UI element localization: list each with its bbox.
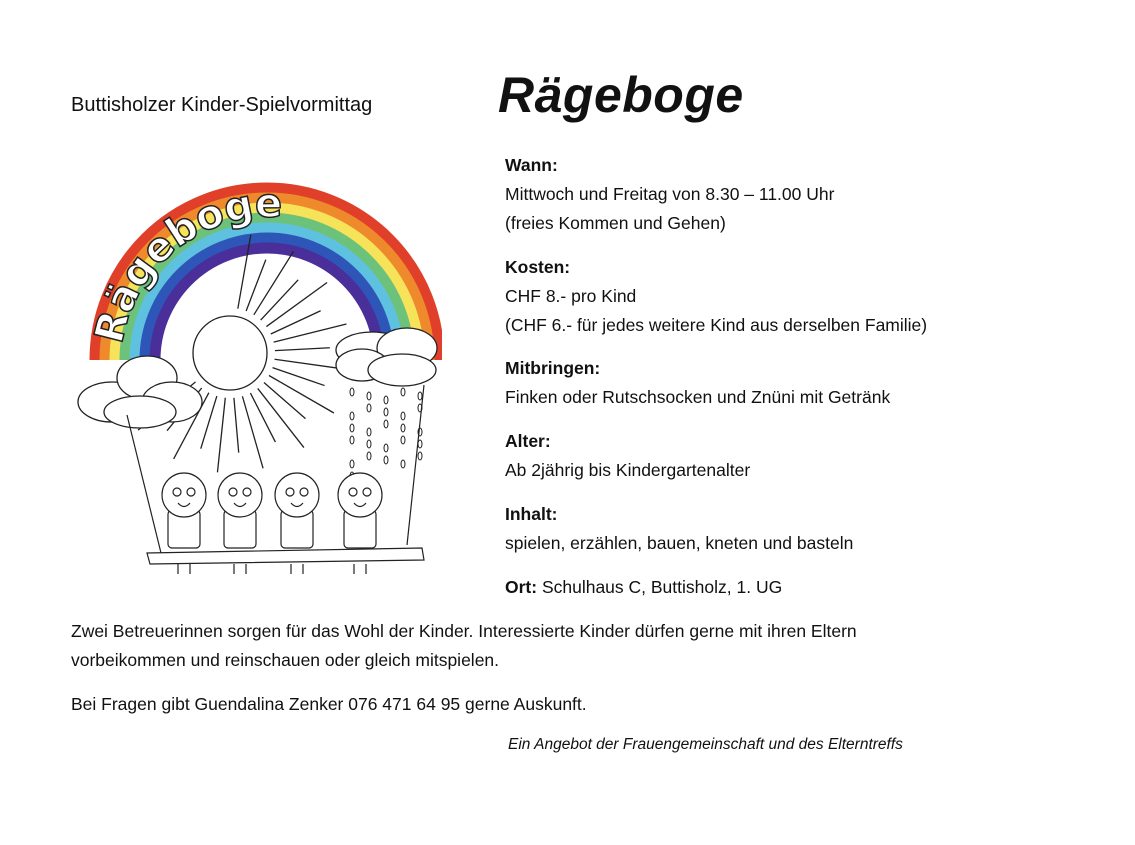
raindrop [350, 388, 354, 396]
info-label: Wann: [505, 155, 558, 175]
sun-ray [274, 324, 347, 342]
raindrop [350, 460, 354, 468]
info-line: Mittwoch und Freitag von 8.30 – 11.00 Uhr [505, 184, 835, 204]
sun-ray [273, 368, 325, 386]
sun-ray [275, 348, 330, 351]
sun-ray [250, 393, 275, 442]
raindrop [384, 444, 388, 452]
raindrop [384, 396, 388, 404]
paragraph-caregivers: Zwei Betreuerinnen sorgen für das Wohl der Kinder. Interessierte Kinder dürfen gerne mit ihren Eltern vorbeikommen und reinschauen oder gleich mitspielen. [71, 621, 857, 670]
raindrop [401, 424, 405, 432]
info-line: CHF 8.- pro Kind [505, 286, 637, 306]
flyer-title: Rägeboge [498, 67, 744, 123]
info-line: (CHF 6.- für jedes weitere Kind aus derselben Familie) [505, 315, 928, 335]
info-content [505, 500, 853, 558]
raindrop [418, 452, 422, 460]
raindrop [418, 392, 422, 400]
info-costs [505, 253, 927, 340]
child-eye [173, 488, 181, 496]
info-line: (freies Kommen und Gehen) [505, 213, 726, 233]
child-eye [187, 488, 195, 496]
info-label: Alter: [505, 431, 551, 451]
info-label: Inhalt: [505, 504, 558, 524]
sun-ray [234, 398, 239, 453]
raindrop [401, 412, 405, 420]
sun-ray [242, 396, 263, 468]
raindrop [384, 456, 388, 464]
flyer-subtitle: Buttisholzer Kinder-Spielvormittag [71, 94, 373, 116]
rainbow-swing-illustration [62, 170, 442, 580]
info-bring [505, 354, 890, 412]
raindrop [384, 408, 388, 416]
logo-text: Rägeboge [86, 180, 283, 348]
raindrops [350, 388, 422, 480]
sun-ray [217, 398, 225, 473]
child-eye [300, 488, 308, 496]
child-eye [363, 488, 371, 496]
cloud-right [336, 328, 437, 386]
info-location [505, 573, 782, 602]
raindrop [350, 424, 354, 432]
raindrop [350, 436, 354, 444]
raindrop [401, 436, 405, 444]
info-label: Kosten: [505, 257, 571, 277]
info-line: spielen, erzählen, bauen, kneten und basteln [505, 533, 854, 553]
raindrop [367, 440, 371, 448]
child-eye [349, 488, 357, 496]
child-head [275, 473, 319, 517]
child-head [162, 473, 206, 517]
raindrop [401, 388, 405, 396]
location-value: Schulhaus C, Buttisholz, 1. UG [537, 577, 783, 597]
raindrop [384, 420, 388, 428]
footer-note: Ein Angebot der Frauengemeinschaft und des Elterntreffs [508, 736, 903, 753]
sun-ray [261, 280, 299, 320]
info-age [505, 427, 750, 485]
info-when [505, 151, 834, 238]
raindrop [367, 392, 371, 400]
raindrop [401, 460, 405, 468]
child-eye [243, 488, 251, 496]
paragraph-contact: Bei Fragen gibt Guendalina Zenker 076 471 64 95 gerne Auskunft. [71, 694, 587, 714]
sun-ray [269, 376, 334, 414]
info-line: Finken oder Rutschsocken und Znüni mit Getränk [505, 387, 891, 407]
raindrop [367, 452, 371, 460]
cloud-left [78, 356, 202, 428]
raindrop [367, 428, 371, 436]
sun-ray [246, 260, 266, 311]
info-line: Ab 2jährig bis Kindergartenalter [505, 460, 751, 480]
raindrop [367, 404, 371, 412]
info-label: Mitbringen: [505, 358, 601, 378]
child-eye [286, 488, 294, 496]
child-head [338, 473, 382, 517]
child-eye [229, 488, 237, 496]
location-label: Ort: [505, 577, 538, 597]
raindrop [350, 412, 354, 420]
child-head [218, 473, 262, 517]
sun-ray [271, 311, 321, 334]
sun-ray [264, 383, 306, 419]
